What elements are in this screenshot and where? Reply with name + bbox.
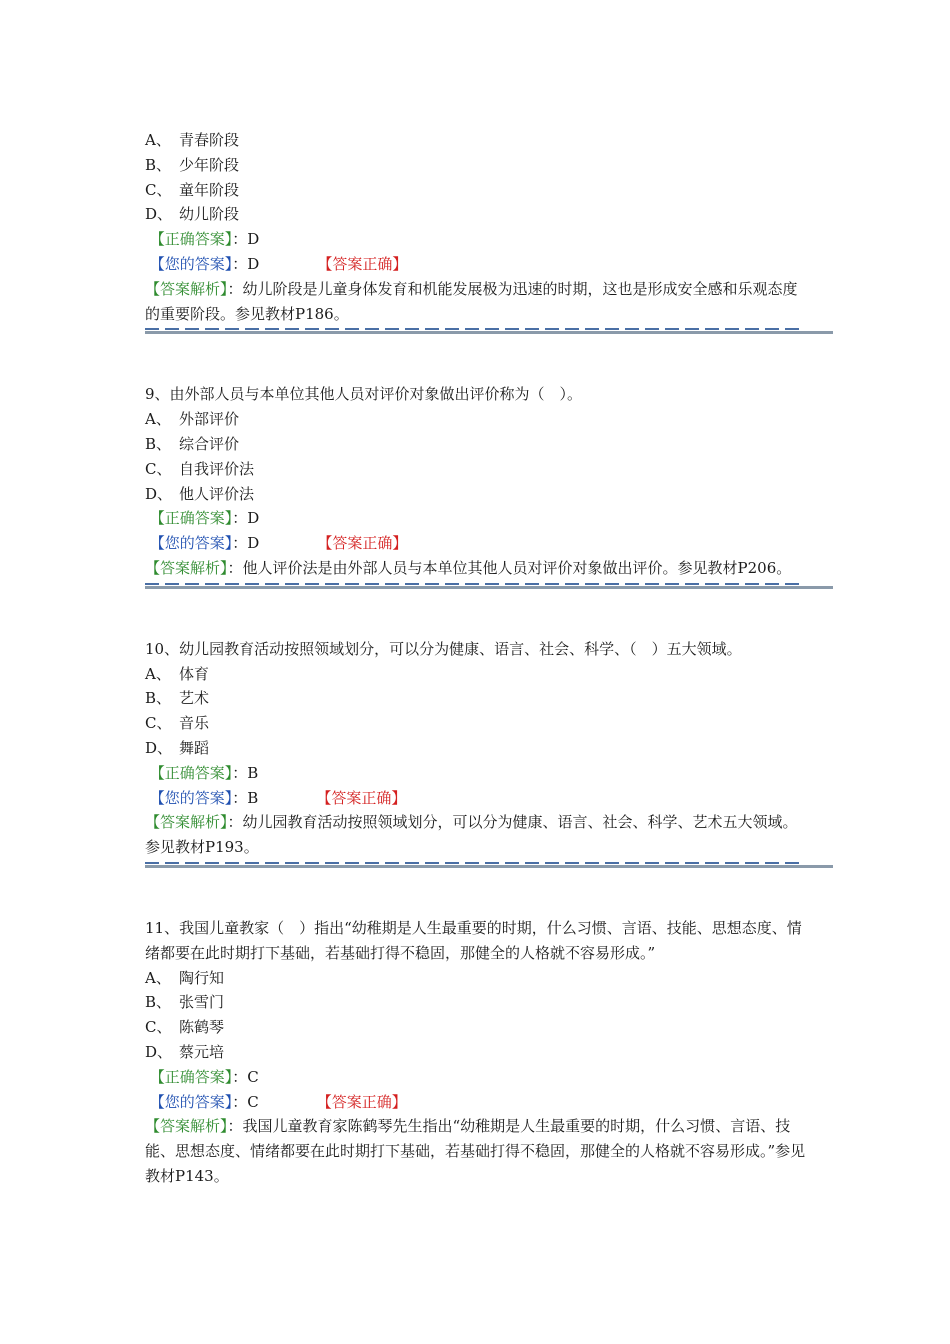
question-11 <box>145 916 835 1189</box>
question-text: 9、由外部人员与本单位其他人员对评价对象做出评价称为（ ）。 <box>145 385 583 404</box>
question-text: 11、我国儿童教家（ ）指出“幼稚期是人生最重要的时期，什么习惯、言语、技能、思想态度、情绪都要在此时期打下基础，若基础打得不稳固，那健全的人格就不容易形成。” <box>145 918 802 962</box>
option-c: C、 音乐 <box>145 714 210 733</box>
option-a: A、 外部评价 <box>145 410 240 429</box>
answer-analysis: 【答案解析】：他人评价法是由外部人员与本单位其他人员对评价对象做出评价。参见教材P206。 <box>145 558 792 577</box>
separator <box>145 328 833 332</box>
separator <box>145 583 833 587</box>
question-8 <box>145 128 835 332</box>
question-10 <box>145 637 835 866</box>
answer-analysis: 【答案解析】：幼儿阶段是儿童身体发育和机能发展极为迅速的时期，这也是形成安全感和乐观态度的重要阶段。参见教材P186。 <box>145 279 798 323</box>
result-badge: 【答案正确】 <box>317 254 408 273</box>
option-a: A、 青春阶段 <box>145 131 240 149</box>
your-answer: 【您的答案】：B 【答案正确】 <box>149 788 407 807</box>
option-d: D、 蔡元培 <box>145 1042 225 1061</box>
question-text: 10、幼儿园教育活动按照领域划分，可以分为健康、语言、社会、科学、（ ）五大领域。 <box>145 639 742 658</box>
option-d: D、 他人评价法 <box>145 484 255 503</box>
option-b: B、 艺术 <box>145 689 210 708</box>
option-a: A、 体育 <box>145 664 210 683</box>
separator <box>145 862 833 866</box>
correct-answer: 【正确答案】：D <box>149 230 260 249</box>
option-b: B、 综合评价 <box>145 434 240 453</box>
your-answer: 【您的答案】：C 【答案正确】 <box>149 1092 407 1111</box>
correct-answer: 【正确答案】：D <box>149 509 260 528</box>
answer-analysis: 【答案解析】：幼儿园教育活动按照领域划分，可以分为健康、语言、社会、科学、艺术五大领域。参见教材P193。 <box>145 813 798 857</box>
option-b: B、 少年阶段 <box>145 155 240 174</box>
question-9 <box>145 382 835 586</box>
option-d: D、 幼儿阶段 <box>145 205 240 224</box>
result-badge: 【答案正确】 <box>316 1092 407 1111</box>
option-c: C、 陈鹤琴 <box>145 1018 225 1037</box>
option-b: B、 张雪门 <box>145 993 225 1012</box>
result-badge: 【答案正确】 <box>316 788 407 807</box>
result-badge: 【答案正确】 <box>317 534 408 553</box>
option-c: C、 童年阶段 <box>145 180 240 199</box>
your-answer: 【您的答案】：D 【答案正确】 <box>149 534 408 553</box>
your-answer: 【您的答案】：D 【答案正确】 <box>149 254 408 273</box>
exam-review-page <box>145 128 835 1189</box>
answer-analysis: 【答案解析】：我国儿童教育家陈鹤琴先生指出“幼稚期是人生最重要的时期，什么习惯、言语、技能、思想态度、情绪都要在此时期打下基础，若基础打得不稳固，那健全的人格就不容易形成。”参见教材P143。 <box>145 1117 806 1185</box>
option-d: D、 舞蹈 <box>145 738 210 757</box>
correct-answer: 【正确答案】：B <box>149 763 259 782</box>
option-c: C、 自我评价法 <box>145 459 255 478</box>
correct-answer: 【正确答案】：C <box>149 1067 259 1086</box>
option-a: A、 陶行知 <box>145 968 225 987</box>
